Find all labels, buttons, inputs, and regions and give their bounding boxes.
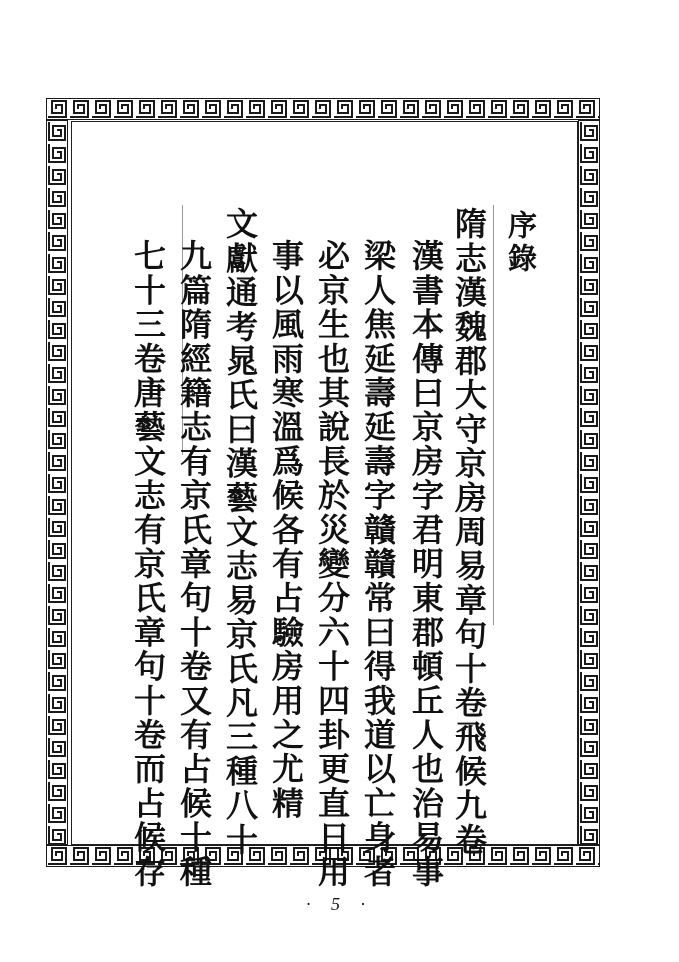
column-rule bbox=[493, 205, 494, 625]
right-border-pattern bbox=[578, 120, 600, 845]
text-column-2: 漢書本傳曰京房字君明東郡頓丘人也治易事 bbox=[407, 239, 445, 889]
text-column-1: 隋志漢魏郡大守京房周易章句十卷飛候九卷 bbox=[450, 207, 488, 857]
left-border-pattern bbox=[46, 120, 68, 845]
page-number: · 5 · bbox=[306, 894, 373, 914]
text-column-5: 事以風雨寒溫爲候各有占驗房用之尤精 bbox=[267, 239, 305, 821]
heading-text: 序錄 bbox=[504, 210, 538, 276]
text-column-4: 必京生也其說長於災變分六十四卦更直日用 bbox=[313, 239, 351, 889]
text-column-8: 七十三卷唐藝文志有京氏章句十卷而占候存 bbox=[129, 239, 167, 889]
text-column-3: 梁人焦延壽延壽字贛贛常曰得我道以亡身者 bbox=[359, 239, 397, 889]
text-column-6: 文獻通考晁氏曰漢藝文志易京氏凡三種八十 bbox=[221, 207, 259, 857]
vertical-text-body bbox=[90, 205, 552, 889]
top-border-pattern bbox=[46, 98, 600, 120]
text-column-7: 九篇隋經籍志有京氏章句十卷又有占候十種 bbox=[175, 239, 213, 889]
